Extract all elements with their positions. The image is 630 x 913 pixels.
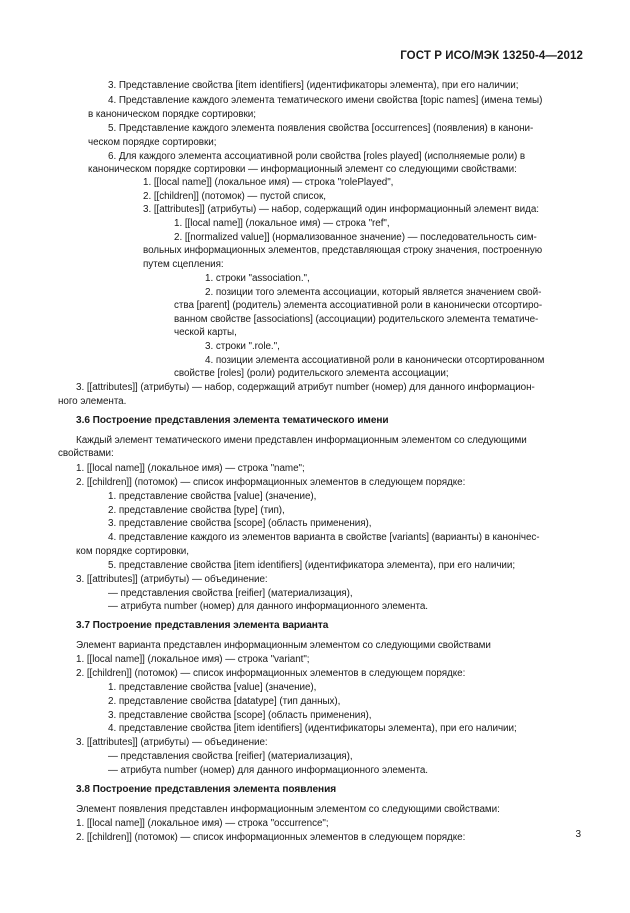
text-line: 3. [[attributes]] (атрибуты) — объединение:: [76, 737, 268, 748]
text-line: 5. представление свойства [item identifiers] (идентификатора элемента), при его наличии;: [108, 560, 516, 571]
text-line: ческом порядке сортировки;: [88, 137, 217, 148]
section-heading: 3.6 Построение представления элемента тематического имени: [76, 415, 389, 426]
text-line: 3. [[attributes]] (атрибуты) — набор, содержащий атрибут number (номер) для данного информацион-: [76, 382, 535, 393]
text-line: 2. [[children]] (потомок) — список информационных элементов в следующем порядке:: [76, 832, 466, 843]
text-line: 5. Представление каждого элемента появления свойства [occurrences] (появления) в канони-: [108, 123, 534, 134]
text-line: ванном свойстве [associations] (ассоциации) родительского элемента тематиче-: [174, 314, 539, 325]
text-line: каноническом порядке сортировки — информационный элемент со следующими свойствами:: [88, 164, 517, 175]
text-line: 2. позиции того элемента ассоциации, который является значением свой-: [205, 287, 542, 298]
text-line: ства [parent] (родитель) элемента ассоциативной роли в канонически отсортиро-: [174, 300, 543, 311]
text-line: путем сцепления:: [143, 259, 224, 270]
text-line: свойстве [roles] (роли) родительского элемента ассоциации;: [174, 368, 449, 379]
text-line: 3. представление свойства [scope] (область применения),: [108, 518, 372, 529]
text-line: Каждый элемент тематического имени представлен информационным элементом со следующими: [76, 435, 527, 446]
text-line: 4. Представление каждого элемента тематического имени свойства [topic names] (имена темы): [108, 95, 543, 106]
text-line: 1. [[local name]] (локальное имя) — строка "name";: [76, 463, 305, 474]
text-line: 4. позиции элемента ассоциативной роли в канонически отсортированном: [205, 355, 545, 366]
text-line: ного элемента.: [58, 396, 127, 407]
text-line: свойствами:: [58, 448, 114, 459]
text-line: Элемент появления представлен информационным элементом со следующими свойствами:: [76, 804, 500, 815]
text-line: 6. Для каждого элемента ассоциативной роли свойства [roles played] (исполняемые роли) в: [108, 151, 526, 162]
text-line: 1. [[local name]] (локальное имя) — строка "occurrence";: [76, 818, 329, 829]
text-line: ческой карты,: [174, 327, 237, 338]
text-line: ком порядке сортировки,: [76, 546, 189, 557]
page-header-title: ГОСТ Р ИСО/МЭК 13250-4—2012: [400, 50, 583, 62]
text-line: 1. [[local name]] (локальное имя) — строка "variant";: [76, 654, 310, 665]
text-line: 3. [[attributes]] (атрибуты) — объединение:: [76, 574, 268, 585]
text-line: 2. [[normalized value]] (нормализованное значение) — последовательность сим-: [174, 232, 537, 243]
page-number: 3: [575, 829, 581, 840]
text-line: Элемент варианта представлен информационным элементом со следующими свойствами: [76, 640, 491, 651]
text-line: 1. представление свойства [value] (значение),: [108, 682, 317, 693]
text-line: 2. представление свойства [datatype] (тип данных),: [108, 696, 341, 707]
text-line: — атрибута number (номер) для данного информационного элемента.: [108, 601, 428, 612]
text-line: — представления свойства [reifier] (материализация),: [108, 751, 353, 762]
text-line: 2. представление свойства [type] (тип),: [108, 505, 285, 516]
text-line: 4. представление свойства [item identifiers] (идентификаторы элемента), при его наличии;: [108, 723, 517, 734]
text-line: 4. представление каждого из элементов варианта в свойстве [variants] (варианты) в канонічес-: [108, 532, 540, 543]
text-line: 1. [[local name]] (локальное имя) — строка "ref",: [174, 218, 390, 229]
text-line: 1. строки "association.",: [205, 273, 310, 284]
section-heading: 3.7 Построение представления элемента варианта: [76, 620, 329, 631]
text-line: в каноническом порядке сортировки;: [88, 109, 256, 120]
text-line: 3. строки ".role.",: [205, 341, 280, 352]
text-line: 2. [[children]] (потомок) — список информационных элементов в следующем порядке:: [76, 668, 466, 679]
section-heading: 3.8 Построение представления элемента появления: [76, 784, 337, 795]
text-line: 1. представление свойства [value] (значение),: [108, 491, 317, 502]
text-line: 3. Представление свойства [item identifiers] (идентификаторы элемента), при его наличии;: [108, 80, 519, 91]
text-line: — атрибута number (номер) для данного информационного элемента.: [108, 765, 428, 776]
text-line: — представления свойства [reifier] (материализация),: [108, 588, 353, 599]
text-line: 3. [[attributes]] (атрибуты) — набор, содержащий один информационный элемент вида:: [143, 204, 539, 215]
text-line: 2. [[children]] (потомок) — список информационных элементов в следующем порядке:: [76, 477, 466, 488]
text-line: вольных информационных элементов, представляющая строку значения, построенную: [143, 245, 543, 256]
text-line: 1. [[local name]] (локальное имя) — строка "rolePlayed",: [143, 177, 394, 188]
text-line: 3. представление свойства [scope] (область применения),: [108, 710, 372, 721]
text-line: 2. [[children]] (потомок) — пустой список,: [143, 191, 326, 202]
